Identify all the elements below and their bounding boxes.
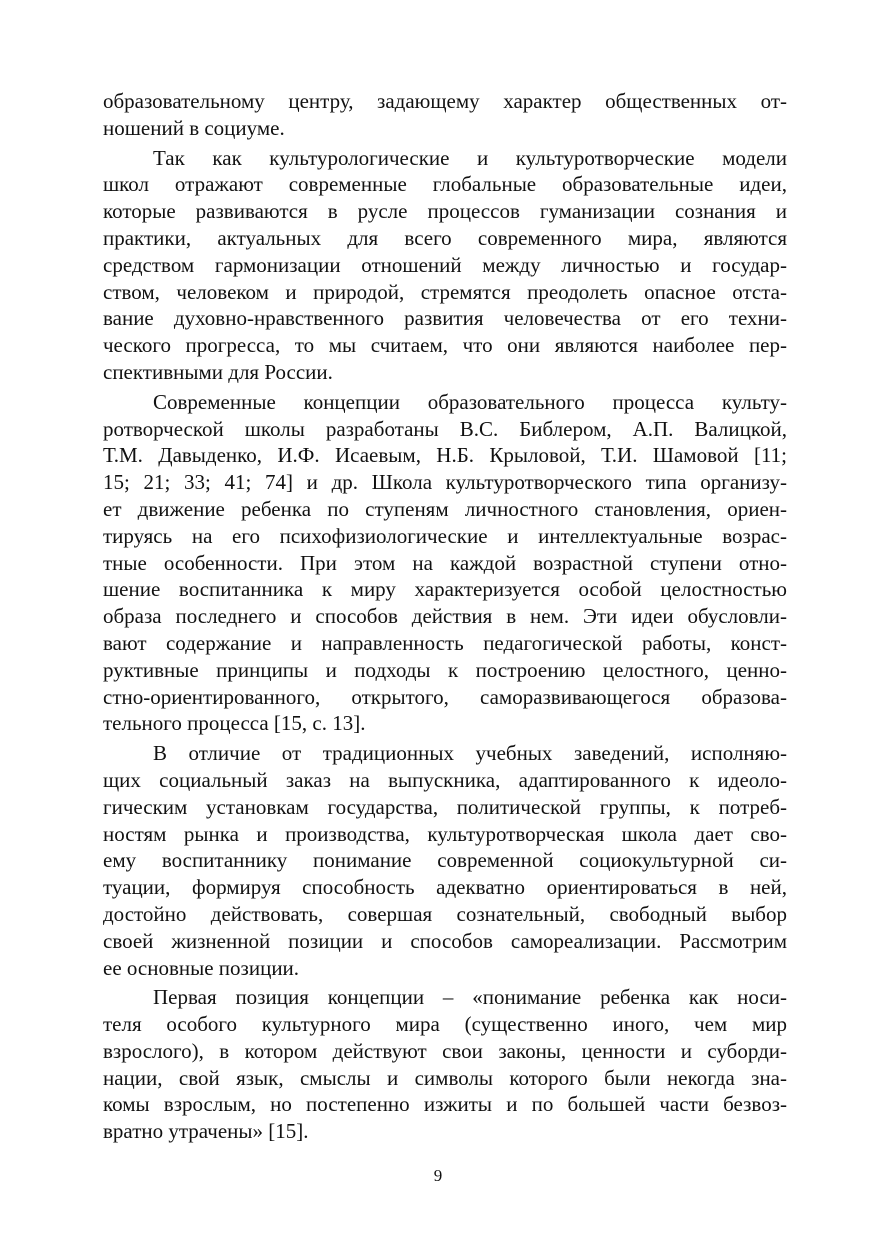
page-number: 9 — [433, 1166, 443, 1185]
text-line: ношений в социуме. — [103, 115, 285, 140]
text-line: школ отражают современные глобальные образовательные идеи, — [103, 172, 787, 197]
text-line: комы взрослым, но постепенно изжиты и по большей части безвоз- — [103, 1092, 787, 1117]
paragraph — [103, 740, 787, 981]
text-line: тные особенности. При этом на каждой возрастной ступени отно- — [103, 550, 787, 575]
text-line: 15; 21; 33; 41; 74] и др. Школа культуротворческого типа организу- — [103, 470, 787, 495]
paragraph — [103, 145, 787, 386]
text-line: ет движение ребенка по ступеням личностного становления, ориен- — [103, 496, 787, 521]
paragraph — [103, 389, 787, 737]
paragraph — [103, 984, 787, 1145]
text-line: руктивные принципы и подходы к построению целостного, ценно- — [103, 657, 787, 682]
text-line: нации, свой язык, смыслы и символы которого были некогда зна- — [103, 1065, 787, 1090]
text-line: ческого прогресса, то мы считаем, что они являются наиболее пер- — [103, 333, 787, 358]
text-line: гическим установкам государства, политической группы, к потреб- — [103, 794, 787, 819]
text-line: образовательному центру, задающему характер общественных от- — [103, 89, 787, 113]
text-line: шение воспитанника к миру характеризуется особой целостностью — [103, 577, 787, 602]
text-line: ее основные позиции. — [103, 955, 300, 980]
text-line: щих социальный заказ на выпускника, адаптированного к идеоло- — [103, 767, 787, 792]
text-line: средством гармонизации отношений между личностью и государ- — [103, 252, 787, 277]
text-line: Современные концепции образовательного процесса культу- — [153, 389, 787, 414]
text-line: вание духовно-нравственного развития человечества от его техни- — [103, 306, 787, 331]
text-line: вают содержание и направленность педагогической работы, конст- — [103, 630, 787, 655]
text-line: Так как культурологические и культуротворческие модели — [153, 145, 787, 170]
text-line: вратно утрачены» [15]. — [103, 1119, 309, 1144]
text-line: которые развиваются в русле процессов гуманизации сознания и — [103, 199, 787, 224]
text-line: ему воспитаннику понимание современной социокультурной си- — [103, 848, 787, 873]
text-line: ротворческой школы разработаны В.С. Библером, А.П. Валицкой, — [103, 416, 787, 441]
text-line: Первая позиция концепции – «понимание ребенка как носи- — [153, 985, 787, 1010]
document-body — [103, 88, 787, 1148]
text-line: тируясь на его психофизиологические и интеллектуальные возрас- — [103, 523, 787, 548]
text-line: спективными для России. — [103, 359, 333, 384]
text-line: Т.М. Давыденко, И.Ф. Исаевым, Н.Б. Крыловой, Т.И. Шамовой [11; — [103, 443, 787, 468]
text-line: ством, человеком и природой, стремятся преодолеть опасное отста- — [103, 279, 787, 304]
text-line: В отличие от традиционных учебных заведений, исполняю- — [153, 741, 787, 766]
text-line: образа последнего и способов действия в нем. Эти идеи обусловли- — [103, 604, 787, 629]
paragraph — [103, 88, 787, 142]
text-line: теля особого культурного мира (существенно иного, чем мир — [103, 1012, 787, 1037]
text-line: взрослого), в котором действуют свои законы, ценности и суборди- — [103, 1038, 787, 1063]
text-line: тельного процесса [15, с. 13]. — [103, 711, 366, 736]
text-line: стно-ориентированного, открытого, саморазвивающегося образова- — [103, 684, 787, 709]
text-line: своей жизненной позиции и способов самореализации. Рассмотрим — [103, 928, 787, 953]
text-line: практики, актуальных для всего современного мира, являются — [103, 225, 787, 250]
text-line: ностям рынка и производства, культуротворческая школа дает сво- — [103, 821, 787, 846]
text-line: туации, формируя способность адекватно ориентироваться в ней, — [103, 875, 787, 900]
text-line: достойно действовать, совершая сознательный, свободный выбор — [103, 901, 787, 926]
